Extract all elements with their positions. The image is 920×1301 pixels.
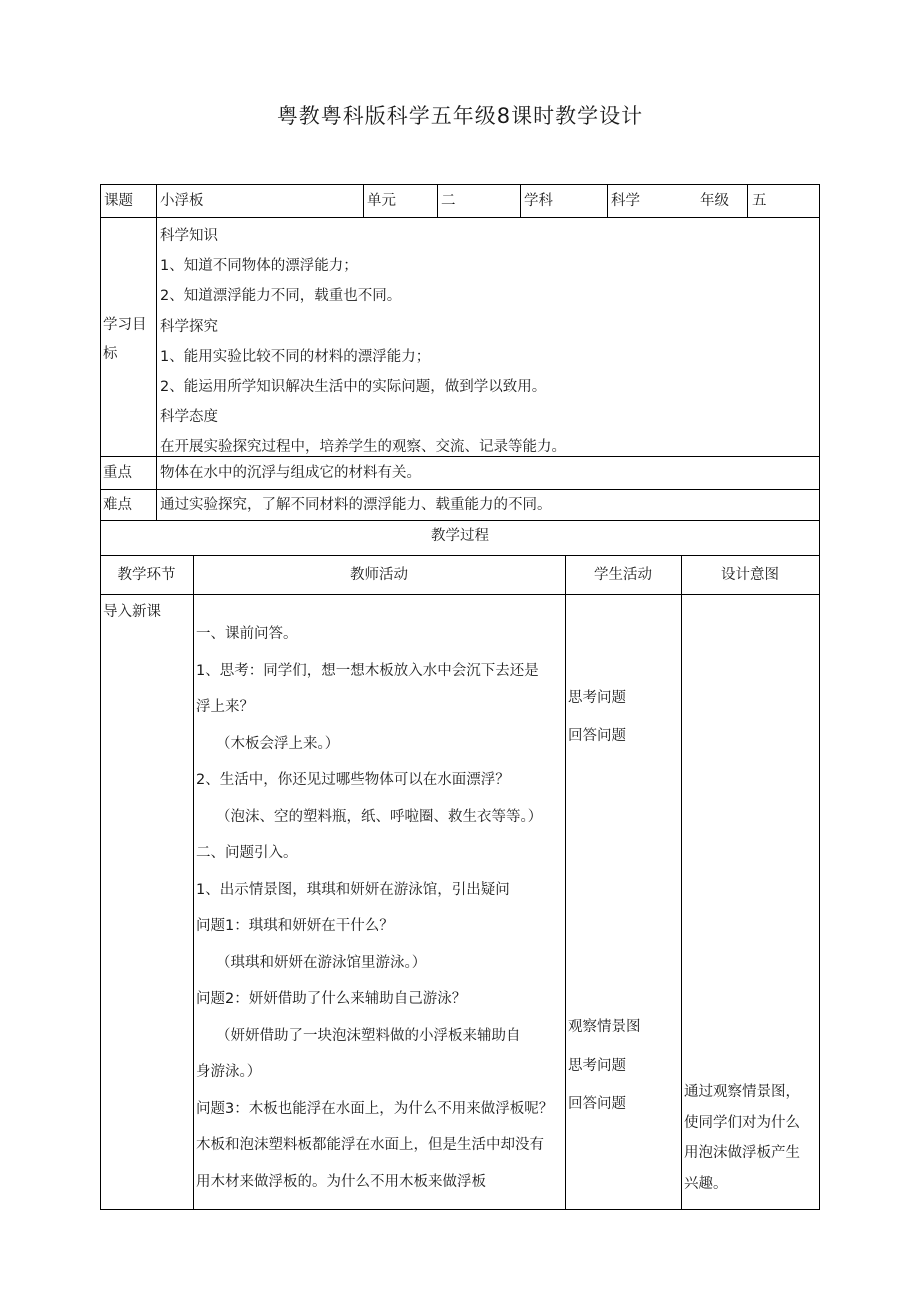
teacher-line: （妍妍借助了一块泡沫塑料做的小浮板来辅助自 [216, 1027, 521, 1044]
goal-line: 科学知识 [160, 228, 218, 244]
teacher-line: （琪琪和妍妍在游泳馆里游泳。） [216, 954, 427, 971]
grade-value: 五 [752, 193, 767, 209]
teacher-line: 一、课前问答。 [196, 626, 298, 642]
key-point-value: 物体在水中的沉浮与组成它的材料有关。 [160, 465, 421, 481]
student-line: 思考问题 [568, 1057, 626, 1074]
teacher-line: 浮上来？ [196, 699, 254, 715]
goals-list [160, 221, 566, 463]
teacher-line: 二、问题引入。 [196, 845, 298, 861]
student-activity-1 [568, 680, 626, 755]
teacher-line: 1、出示情景图，琪琪和妍妍在游泳馆，引出疑问 [196, 881, 510, 898]
teacher-activity [196, 616, 553, 1200]
unit-label: 单元 [367, 193, 396, 209]
difficulty-label: 难点 [103, 497, 132, 513]
process-heading: 教学过程 [431, 528, 489, 544]
teacher-line: （木板会浮上来。） [216, 735, 340, 752]
col-header-stage: 教学环节 [117, 567, 176, 583]
teacher-line: 2、生活中，你还见过哪些物体可以在水面漂浮？ [196, 772, 510, 788]
subject-value: 小浮板 [160, 193, 204, 209]
goal-line: 在开展实验探究过程中，培养学生的观察、交流、记录等能力。 [160, 439, 566, 456]
col-header-intent: 设计意图 [721, 567, 779, 583]
intent-line: 用泡沫做浮板产生 [684, 1145, 800, 1161]
col-header-student: 学生活动 [594, 567, 652, 583]
goal-line: 2、能运用所学知识解决生活中的实际问题，做到学以致用。 [160, 379, 547, 396]
page-title: 粤教粤科版科学五年级8课时教学设计 [276, 104, 644, 128]
goal-line: 1、知道不同物体的漂浮能力； [160, 258, 358, 275]
goal-line: 科学态度 [160, 409, 218, 426]
goal-line: 1、能用实验比较不同的材料的漂浮能力； [160, 348, 431, 365]
goals-label: 学习目 标 [103, 317, 147, 362]
key-point-label: 重点 [103, 465, 132, 481]
teacher-line: （泡沫、空的塑料瓶，纸、呼啦圈、救生衣等等。） [216, 808, 543, 825]
stage-intro: 导入新课 [103, 604, 161, 620]
subject-label: 课题 [104, 193, 133, 209]
teacher-line: 问题3：木板也能浮在水面上，为什么不用来做浮板呢？ [196, 1100, 554, 1117]
intent-line: 通过观察情景图， [684, 1084, 800, 1100]
teacher-line: 用木材来做浮板的。为什么不用木板来做浮板 [196, 1173, 486, 1190]
goal-line: 2、知道漂浮能力不同，载重也不同。 [160, 288, 402, 305]
intent-line: 使同学们对为什么 [684, 1114, 800, 1131]
teacher-line: 1、思考：同学们，想一想木板放入水中会沉下去还是 [196, 662, 539, 679]
student-line: 思考问题 [568, 690, 626, 706]
student-line: 回答问题 [568, 1096, 626, 1112]
discipline-value: 科学 [611, 193, 640, 209]
design-intent [684, 1077, 800, 1199]
teacher-line: 问题1：琪琪和妍妍在干什么？ [196, 918, 394, 934]
student-line: 观察情景图 [568, 1019, 641, 1035]
intent-line: 兴趣。 [684, 1175, 728, 1192]
teacher-line: 问题2：妍妍借助了什么来辅助自己游泳？ [196, 991, 467, 1007]
student-line: 回答问题 [568, 727, 626, 744]
unit-value: 二 [441, 193, 456, 209]
teacher-line: 身游泳。） [196, 1064, 262, 1080]
discipline-label: 学科 [524, 193, 553, 209]
student-activity-2 [568, 1008, 641, 1124]
goal-line: 科学探究 [160, 318, 218, 335]
difficulty-value: 通过实验探究，了解不同材料的漂浮能力、载重能力的不同。 [160, 497, 552, 513]
grade-label: 年级 [700, 193, 729, 209]
col-header-teacher: 教师活动 [350, 567, 408, 583]
teacher-line: 木板和泡沫塑料板都能浮在水面上，但是生活中却没有 [196, 1137, 544, 1153]
